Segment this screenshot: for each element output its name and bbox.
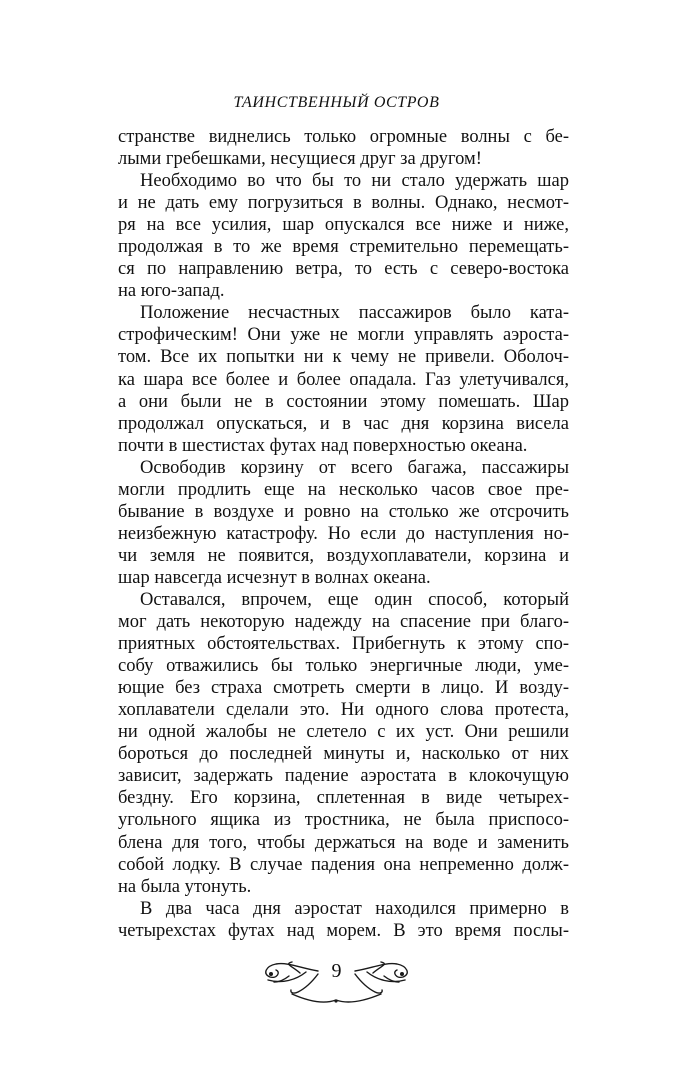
text-line: том. Все их попытки ни к чему не привели. Оболоч-: [118, 347, 569, 368]
text-line: ни одной жалобы не слетело с их уст. Они решили: [118, 722, 569, 743]
text-line: на была утонуть.: [118, 876, 252, 897]
text-line: собой лодку. В случае падения она непременно долж-: [118, 854, 569, 875]
page-number: 9: [331, 960, 342, 982]
folio: [0, 958, 673, 1008]
text-line: Освободив корзину от всего багажа, пассажиры: [140, 457, 569, 478]
running-head: ТАИНСТВЕННЫЙ ОСТРОВ: [233, 94, 440, 111]
text-line: мог дать некоторую надежду на спасение при благо-: [118, 612, 569, 633]
text-line: собу отважились бы только энергичные люди, уме-: [118, 656, 569, 677]
text-line: четырехстах футах над морем. В это время послы-: [118, 920, 569, 941]
text-line: ка шара все более и более опадала. Газ улетучивался,: [118, 369, 569, 390]
text-line: и не дать ему погрузиться в волны. Однако, несмот-: [118, 193, 569, 214]
text-line: приятных обстоятельствах. Прибегнуть к этому спо-: [118, 634, 569, 655]
text-line: бороться до последней минуты и, насколько от них: [118, 744, 569, 765]
text-line: неизбежную катастрофу. Но если до наступления но-: [118, 523, 569, 544]
text-line: блена для того, чтобы держаться на воде и заменить: [118, 832, 569, 853]
text-line: бездну. Его корзина, сплетенная в виде четырех-: [118, 788, 569, 809]
text-line: В два часа дня аэростат находился примерно в: [140, 898, 569, 919]
text-line: хоплаватели сделали это. Ни одного слова протеста,: [118, 700, 569, 721]
text-line: ря на все усилия, шар опускался все ниже и ниже,: [118, 215, 569, 236]
body-text: [118, 126, 569, 942]
text-line: угольного ящика из тростника, не была приспосо-: [118, 810, 569, 831]
text-line: шар навсегда исчезнут в волнах океана.: [118, 567, 431, 588]
text-line: на юго-запад.: [118, 281, 225, 302]
text-line: могли продлить еще на несколько часов свое пре-: [118, 479, 569, 500]
text-line: строфическим! Они уже не могли управлять аэроста-: [118, 325, 569, 346]
text-line: ся по направлению ветра, то есть с северо-востока: [118, 259, 569, 280]
text-line: странстве виднелись только огромные волны с бе-: [118, 127, 569, 147]
text-line: ющие без страха смотреть смерти в лицо. И возду-: [118, 678, 569, 699]
text-line: Положение несчастных пассажиров было ката-: [140, 303, 569, 324]
text-line: продолжая в то же время стремительно перемещать-: [118, 237, 569, 258]
text-line: лыми гребешками, несущиеся друг за другом!: [118, 149, 482, 170]
text-line: а они были не в состоянии этому помешать. Шар: [118, 391, 569, 412]
text-line: зависит, задержать падение аэростата в клокочущую: [118, 766, 569, 787]
text-line: продолжал опускаться, и в час дня корзина висела: [118, 413, 569, 434]
text-line: Оставался, впрочем, еще один способ, который: [140, 589, 569, 610]
text-line: бывание в воздухе и ровно на столько же отсрочить: [118, 501, 569, 522]
text-line: Необходимо во что бы то ни стало удержать шар: [140, 171, 569, 192]
text-line: почти в шестистах футах над поверхностью океана.: [118, 435, 528, 456]
text-line: чи земля не появится, воздухоплаватели, корзина и: [118, 545, 569, 566]
